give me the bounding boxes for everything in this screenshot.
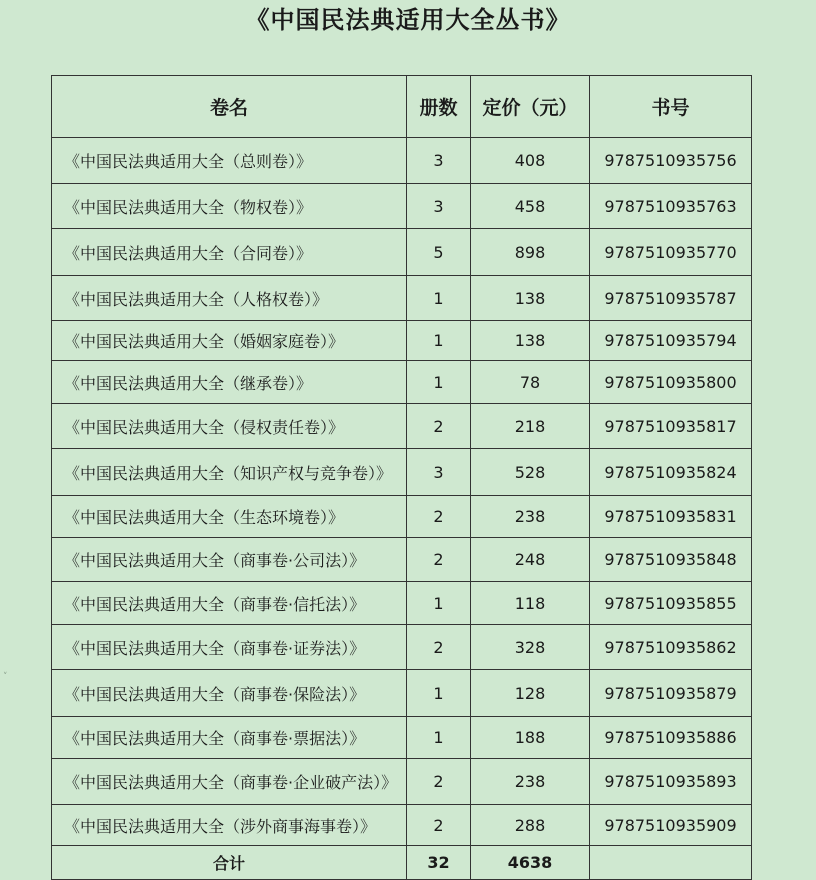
document-title: 《中国民法典适用大全丛书》 (245, 6, 571, 34)
isbn-cell: 9787510935794 (590, 321, 752, 361)
table-row (52, 276, 752, 321)
header-volume-name: 卷名 (52, 76, 407, 138)
volume-name-cell: 《中国民法典适用大全（商事卷·票据法）》 (52, 717, 407, 759)
table-row (52, 449, 752, 496)
price-cell: 238 (471, 759, 590, 805)
table-row (52, 582, 752, 625)
count-cell: 1 (407, 276, 471, 321)
volume-name-cell: 《中国民法典适用大全（商事卷·信托法）》 (52, 582, 407, 625)
header-count: 册数 (407, 76, 471, 138)
isbn-cell: 9787510935824 (590, 449, 752, 496)
table-row (52, 229, 752, 276)
table-body (52, 138, 752, 880)
isbn-cell: 9787510935756 (590, 138, 752, 184)
volume-name-cell: 《中国民法典适用大全（合同卷）》 (52, 229, 407, 276)
isbn-cell: 9787510935848 (590, 538, 752, 582)
count-cell: 2 (407, 759, 471, 805)
isbn-cell: 9787510935855 (590, 582, 752, 625)
volume-name-cell: 《中国民法典适用大全（生态环境卷）》 (52, 496, 407, 538)
price-cell: 138 (471, 276, 590, 321)
price-cell: 328 (471, 625, 590, 670)
price-cell: 288 (471, 805, 590, 846)
volume-name-cell: 《中国民法典适用大全（商事卷·保险法）》 (52, 670, 407, 717)
table-row (52, 538, 752, 582)
isbn-cell: 9787510935817 (590, 404, 752, 449)
count-cell: 1 (407, 582, 471, 625)
isbn-cell: 9787510935879 (590, 670, 752, 717)
table-row (52, 805, 752, 846)
total-row (52, 846, 752, 880)
count-cell: 1 (407, 361, 471, 404)
count-cell: 2 (407, 496, 471, 538)
isbn-cell: 9787510935886 (590, 717, 752, 759)
volume-name-cell: 《中国民法典适用大全（继承卷）》 (52, 361, 407, 404)
count-cell: 3 (407, 184, 471, 229)
volume-name-cell: 《中国民法典适用大全（知识产权与竞争卷）》 (52, 449, 407, 496)
price-cell: 898 (471, 229, 590, 276)
price-cell: 138 (471, 321, 590, 361)
price-cell: 248 (471, 538, 590, 582)
header-isbn: 书号 (590, 76, 752, 138)
volume-name-cell: 《中国民法典适用大全（商事卷·企业破产法）》 (52, 759, 407, 805)
count-cell: 3 (407, 449, 471, 496)
count-cell: 1 (407, 717, 471, 759)
table-row (52, 404, 752, 449)
header-row (52, 76, 752, 138)
count-cell: 3 (407, 138, 471, 184)
price-cell: 218 (471, 404, 590, 449)
count-cell: 1 (407, 321, 471, 361)
side-marker: ˅ (3, 672, 8, 682)
table-row (52, 361, 752, 404)
isbn-cell: 9787510935909 (590, 805, 752, 846)
count-cell: 2 (407, 404, 471, 449)
isbn-cell: 9787510935893 (590, 759, 752, 805)
volume-name-cell: 《中国民法典适用大全（商事卷·公司法）》 (52, 538, 407, 582)
count-cell: 5 (407, 229, 471, 276)
volume-name-cell: 《中国民法典适用大全（婚姻家庭卷）》 (52, 321, 407, 361)
table-row (52, 759, 752, 805)
book-series-table (51, 75, 752, 880)
volume-name-cell: 《中国民法典适用大全（总则卷）》 (52, 138, 407, 184)
price-cell: 118 (471, 582, 590, 625)
table-row (52, 138, 752, 184)
volume-name-cell: 《中国民法典适用大全（物权卷）》 (52, 184, 407, 229)
count-cell: 2 (407, 805, 471, 846)
table-row (52, 717, 752, 759)
total-isbn-cell (590, 846, 752, 880)
volume-name-cell: 《中国民法典适用大全（人格权卷）》 (52, 276, 407, 321)
volume-name-cell: 《中国民法典适用大全（侵权责任卷）》 (52, 404, 407, 449)
price-cell: 458 (471, 184, 590, 229)
isbn-cell: 9787510935763 (590, 184, 752, 229)
volume-name-cell: 《中国民法典适用大全（涉外商事海事卷）》 (52, 805, 407, 846)
price-cell: 128 (471, 670, 590, 717)
table-row (52, 625, 752, 670)
isbn-cell: 9787510935862 (590, 625, 752, 670)
price-cell: 78 (471, 361, 590, 404)
price-cell: 238 (471, 496, 590, 538)
count-cell: 2 (407, 625, 471, 670)
header-price: 定价（元） (471, 76, 590, 138)
total-price-cell: 4638 (471, 846, 590, 880)
price-cell: 408 (471, 138, 590, 184)
price-cell: 188 (471, 717, 590, 759)
isbn-cell: 9787510935770 (590, 229, 752, 276)
volume-name-cell: 《中国民法典适用大全（商事卷·证券法）》 (52, 625, 407, 670)
table-row (52, 321, 752, 361)
count-cell: 2 (407, 538, 471, 582)
table-row (52, 496, 752, 538)
isbn-cell: 9787510935831 (590, 496, 752, 538)
table-row (52, 670, 752, 717)
total-label-cell: 合计 (52, 846, 407, 880)
table-row (52, 184, 752, 229)
count-cell: 1 (407, 670, 471, 717)
total-count-cell: 32 (407, 846, 471, 880)
price-cell: 528 (471, 449, 590, 496)
isbn-cell: 9787510935787 (590, 276, 752, 321)
isbn-cell: 9787510935800 (590, 361, 752, 404)
